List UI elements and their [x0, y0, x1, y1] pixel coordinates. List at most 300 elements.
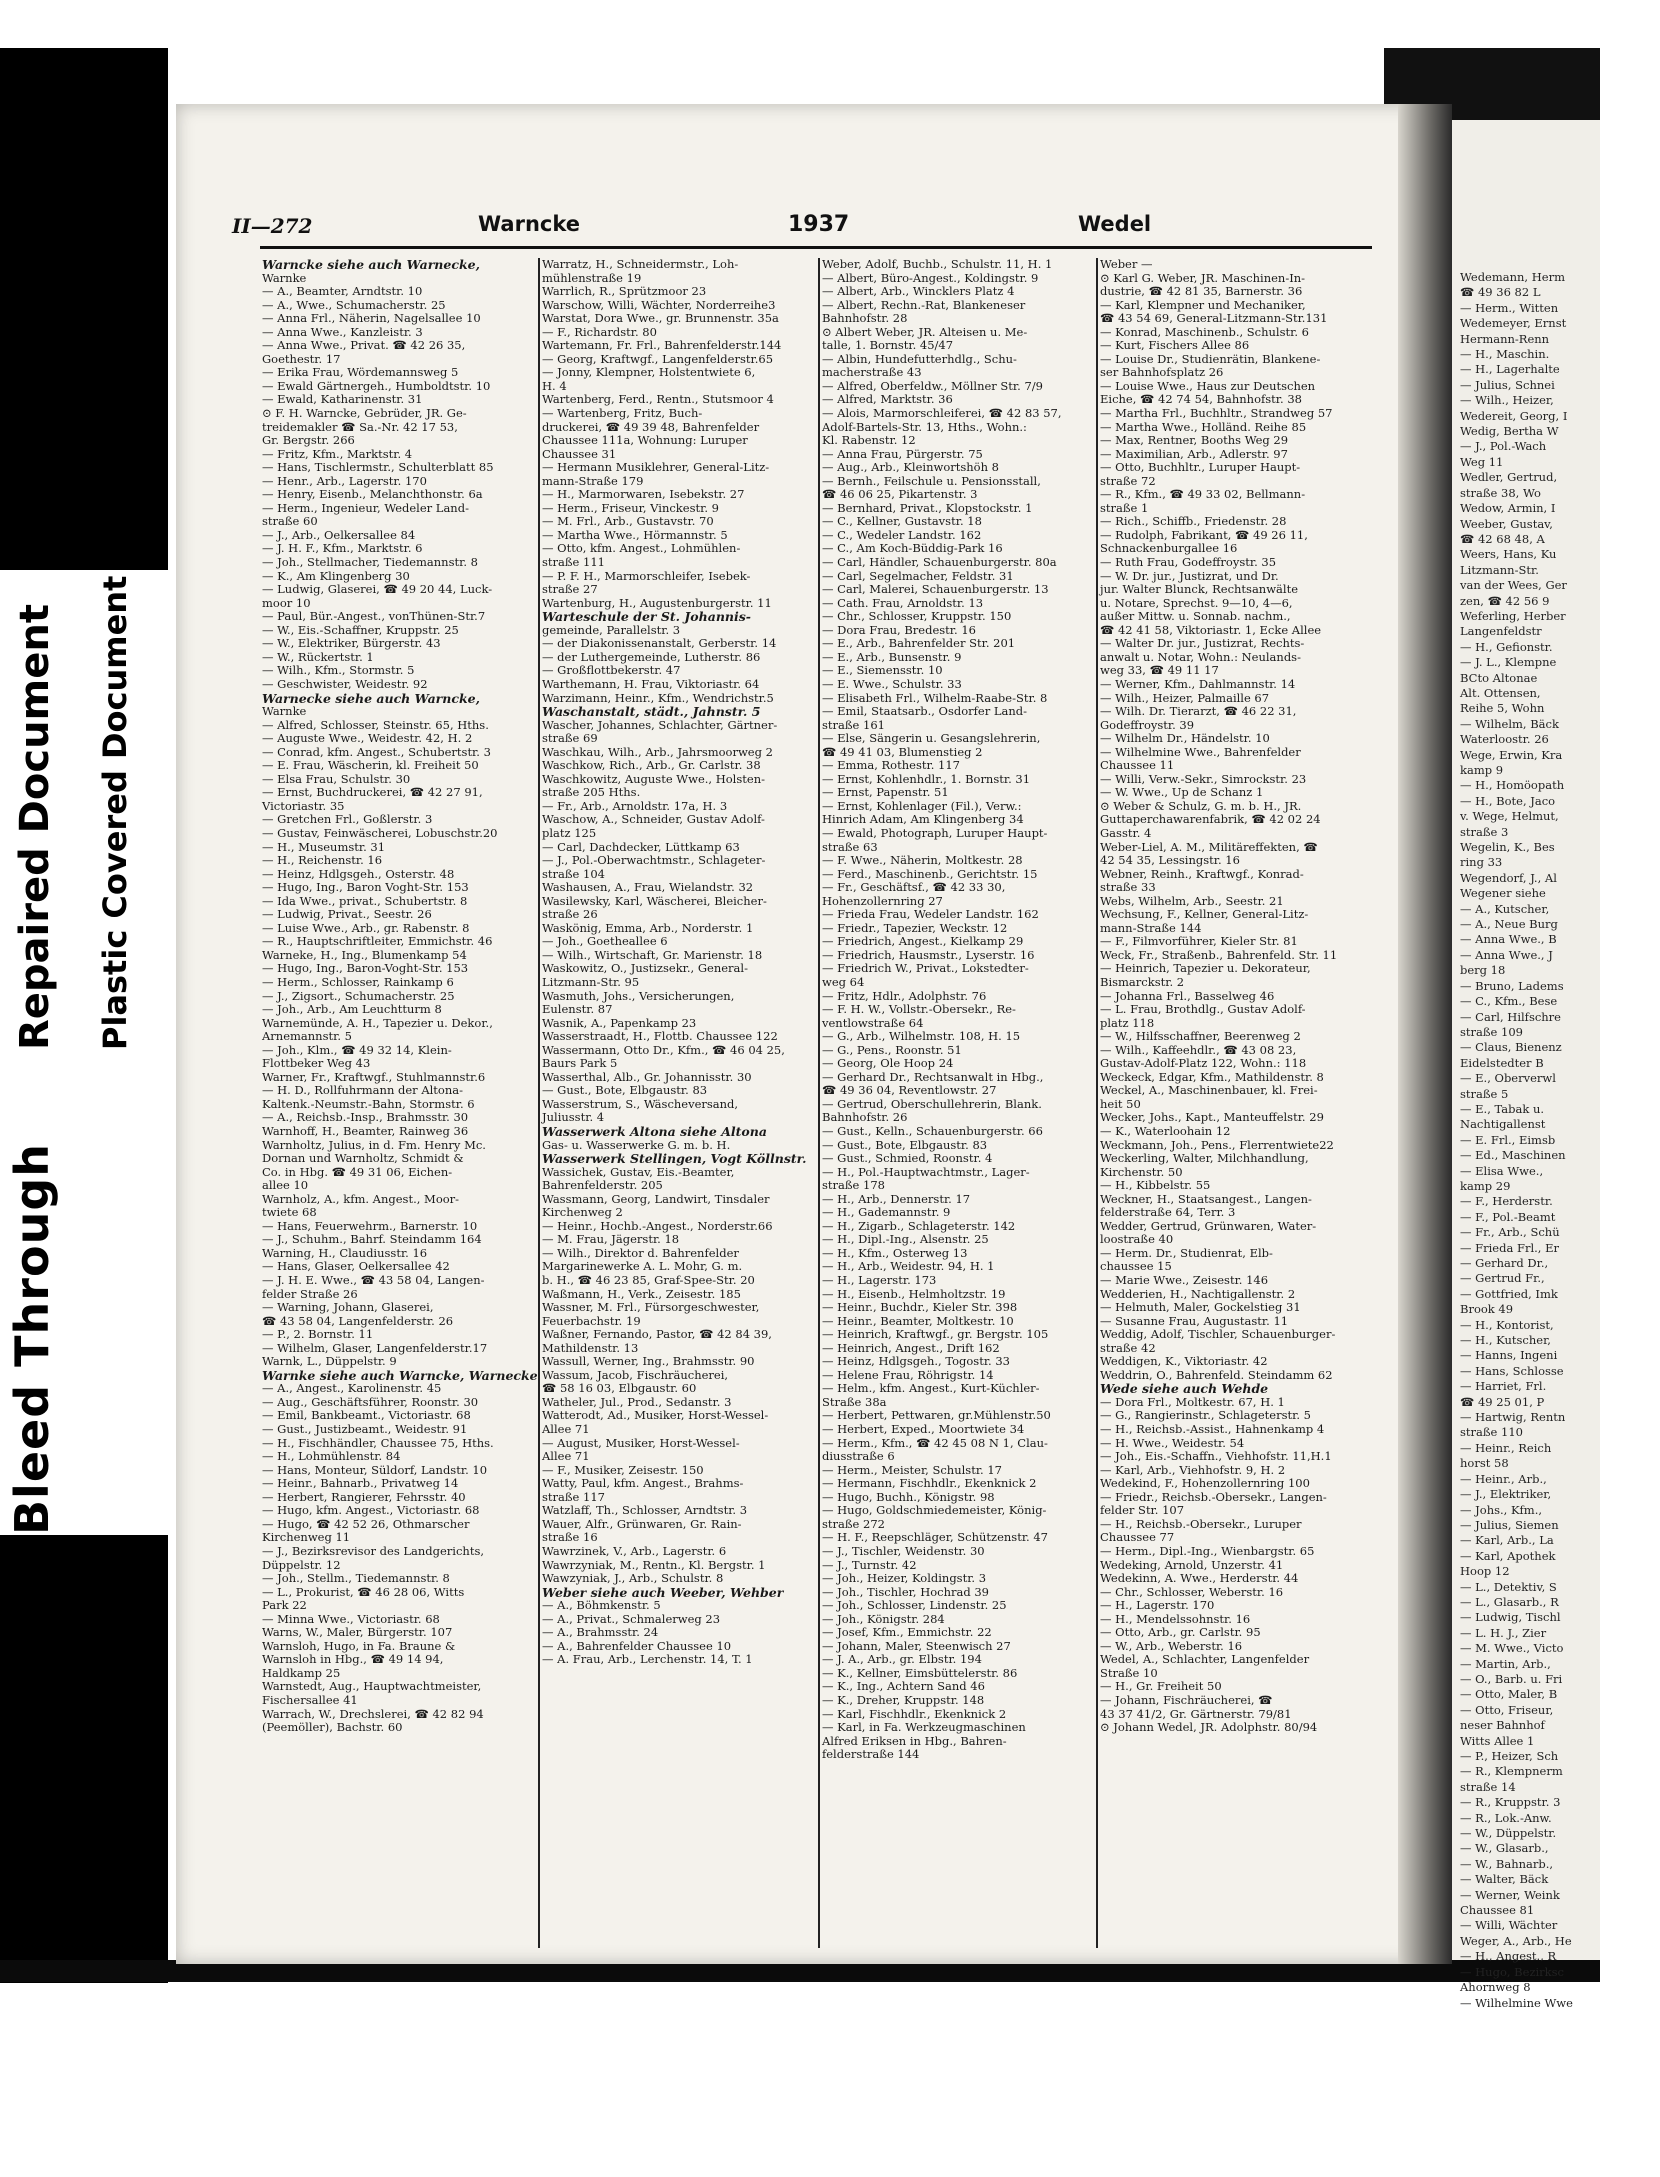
- directory-entry: 42 54 35, Lessingstr. 16: [1100, 853, 1240, 868]
- directory-entry: — J., Bezirksrevisor des Landgerichts,: [262, 1543, 485, 1558]
- directory-entry: — K., Waterloohain 12: [1100, 1124, 1231, 1138]
- directory-entry: — Gerhard Dr., Rechtsanwalt in Hbg.,: [822, 1069, 1044, 1084]
- directory-entry: — Hermann Musiklehrer, General-Litz-: [542, 460, 770, 475]
- directory-entry: — Albert, Arb., Wincklers Platz 4: [822, 284, 1015, 299]
- facing-page-entry: — Martin, Arb.,: [1460, 1656, 1551, 1671]
- directory-entry: — P., 2. Bornstr. 11: [262, 1327, 374, 1342]
- directory-entry: — Ernst, Papenstr. 51: [822, 785, 949, 800]
- directory-entry: — L. Frau, Brothdlg., Gustav Adolf-: [1100, 1002, 1306, 1017]
- directory-entry: Warncke siehe auch Warnecke,: [262, 257, 480, 272]
- directory-entry: — Anna Wwe., Privat. ☎ 42 26 35,: [262, 338, 466, 353]
- directory-entry: — Herbert, Pettwaren, gr.Mühlenstr.50: [822, 1408, 1051, 1423]
- directory-entry: Warnsloh in Hbg., ☎ 49 14 94,: [262, 1652, 444, 1667]
- directory-entry: — Johanna Frl., Basselweg 46: [1100, 988, 1275, 1003]
- directory-entry: Waschkowitz, Auguste Wwe., Holsten-: [542, 771, 765, 786]
- directory-entry: — Joh., Schlosser, Lindenstr. 25: [822, 1598, 1007, 1613]
- directory-entry: Bahrenfelderstr. 205: [542, 1178, 663, 1193]
- directory-entry: Wawrzinek, V., Arb., Lagerstr. 6: [542, 1543, 727, 1558]
- directory-entry: — Alfred, Schlosser, Steinstr. 65, Hths.: [262, 717, 489, 732]
- directory-entry: — Kurt, Fischers Allee 86: [1100, 338, 1250, 353]
- directory-entry: Mathildenstr. 13: [542, 1340, 639, 1355]
- directory-entry: — W. Dr. jur., Justizrat, und Dr.: [1100, 568, 1279, 583]
- facing-page-entry: — Julius, Siemen: [1460, 1517, 1559, 1532]
- directory-entry: — A., Böhmkenstr. 5: [542, 1598, 661, 1613]
- directory-entry: Warns, W., Maler, Bürgerstr. 107: [262, 1625, 453, 1640]
- column-divider: [818, 258, 820, 1948]
- directory-entry: Guttaperchawarenfabrik, ☎ 42 02 24: [1100, 812, 1321, 827]
- directory-entry: — W., Rückertstr. 1: [262, 649, 374, 664]
- directory-entry: — H., Fischhändler, Chaussee 75, Hths.: [262, 1435, 494, 1450]
- directory-entry: — H., Reichsb.-Assist., Hahnenkamp 4: [1100, 1422, 1325, 1437]
- directory-column-3: [822, 258, 1092, 1948]
- directory-entry: — J. H. E. Wwe., ☎ 43 58 04, Langen-: [262, 1273, 485, 1288]
- facing-page-entry: — Heinr., Reich: [1460, 1440, 1552, 1455]
- directory-entry: — Herbert, Rangierer, Fehrsstr. 40: [262, 1489, 466, 1504]
- directory-entry: Weckmann, Joh., Pens., Flerrentwiete22: [1100, 1137, 1334, 1152]
- directory-entry: — Hugo, Goldschmiedemeister, König-: [822, 1503, 1047, 1518]
- directory-entry: Wedekinn, A. Wwe., Herderstr. 44: [1100, 1571, 1299, 1586]
- directory-entry: straße 16: [542, 1530, 598, 1545]
- facing-page-entry: — Anna Wwe., B: [1460, 932, 1557, 947]
- directory-entry: — J., Tischler, Weidenstr. 30: [822, 1543, 985, 1558]
- directory-entry: Watty, Paul, kfm. Angest., Brahms-: [542, 1476, 744, 1491]
- directory-entry: — Max, Rentner, Booths Weg 29: [1100, 433, 1289, 448]
- facing-page-entry: ring 33: [1460, 855, 1503, 870]
- directory-entry: straße 69: [542, 731, 598, 746]
- directory-entry: — Conrad, kfm. Angest., Schubertstr. 3: [262, 744, 491, 759]
- directory-entry: gemeinde, Parallelstr. 3: [542, 622, 681, 637]
- facing-page-entry: — Wilh., Heizer,: [1460, 393, 1554, 408]
- facing-page-entry: — A., Kutscher,: [1460, 901, 1550, 916]
- directory-entry: — H., Reichsb.-Obersekr., Luruper: [1100, 1516, 1302, 1531]
- directory-entry: — Gretchen Frl., Goßlerstr. 3: [262, 812, 433, 827]
- directory-entry: Litzmann-Str. 95: [542, 974, 640, 989]
- facing-page-entry: ☎ 42 68 48, A: [1460, 531, 1545, 546]
- directory-entry: — Carl, Händler, Schauenburgerstr. 80a: [822, 555, 1057, 570]
- directory-entry: weg 64: [822, 974, 865, 989]
- directory-entry: — H., Pol.-Hauptwachtmstr., Lager-: [822, 1164, 1030, 1179]
- directory-entry: — Louise Wwe., Haus zur Deutschen: [1100, 378, 1316, 393]
- directory-entry: — Fritz, Hdlr., Adolphstr. 76: [822, 988, 987, 1003]
- directory-entry: — Fritz, Kfm., Marktstr. 4: [262, 446, 413, 461]
- facing-page-entry: Weferling, Herber: [1460, 608, 1566, 623]
- facing-page-entry: Wegelin, K., Bes: [1460, 840, 1555, 855]
- directory-entry: — Gertrud, Oberschullehrerin, Blank.: [822, 1096, 1042, 1111]
- facing-page-entry: — F., Herderstr.: [1460, 1194, 1553, 1209]
- directory-entry: — Elisabeth Frl., Wilhelm-Raabe-Str. 8: [822, 690, 1048, 705]
- facing-page-entry: — R., Lok.-Anw.: [1460, 1810, 1552, 1825]
- facing-page-entry: — Gottfried, Imk: [1460, 1286, 1558, 1301]
- directory-entry: — Wilh. Dr. Tierarzt, ☎ 46 22 31,: [1100, 704, 1297, 719]
- directory-entry: Chaussee 31: [542, 446, 617, 461]
- facing-page-entry: Litzmann-Str.: [1460, 562, 1539, 577]
- directory-entry: Waschkau, Wilh., Arb., Jahrsmoorweg 2: [542, 744, 773, 759]
- directory-entry: Wasnik, A., Papenkamp 23: [542, 1015, 697, 1030]
- directory-entry: Warzimann, Heinr., Kfm., Wendrichstr.5: [542, 690, 774, 705]
- directory-entry: — Wilh., Direktor d. Bahrenfelder: [542, 1245, 739, 1260]
- directory-entry: — Rudolph, Fabrikant, ☎ 49 26 11,: [1100, 527, 1308, 542]
- facing-page-entry: — H., Maschin.: [1460, 347, 1550, 362]
- directory-entry: Allee 71: [542, 1449, 590, 1464]
- directory-entry: — H., Kfm., Osterweg 13: [822, 1245, 968, 1260]
- facing-page-entry: Eidelstedter B: [1460, 1055, 1544, 1070]
- facing-page-entry: — F., Pol.-Beamt: [1460, 1209, 1556, 1224]
- directory-entry: — Ferd., Maschinenb., Gerichtstr. 15: [822, 866, 1038, 881]
- facing-page-entry: — L., Detektiv, S: [1460, 1579, 1557, 1594]
- facing-page-entry: Wedereit, Georg, I: [1460, 408, 1568, 423]
- directory-entry: Warnke siehe auch Warncke, Warnecke: [262, 1367, 538, 1383]
- directory-entry: Godeffroystr. 39: [1100, 717, 1195, 732]
- directory-entry: — Hugo, Buchh., Königstr. 98: [822, 1489, 995, 1504]
- header-year: 1937: [788, 212, 850, 237]
- directory-entry: — Rich., Schiffb., Friedenstr. 28: [1100, 514, 1287, 529]
- page-number: II—272: [232, 214, 313, 238]
- directory-entry: Schnackenburgallee 16: [1100, 541, 1238, 556]
- directory-entry: — A., Wwe., Schumacherstr. 25: [262, 297, 446, 312]
- facing-page-entry: Ahornweg 8: [1460, 1980, 1531, 1995]
- header-last-entry: Wedel: [1078, 212, 1152, 236]
- directory-entry: Margarinewerke A. L. Mohr, G. m.: [542, 1259, 743, 1274]
- directory-entry: Warstat, Dora Wwe., gr. Brunnenstr. 35a: [542, 311, 779, 326]
- directory-entry: — Cath. Frau, Arnoldstr. 13: [822, 595, 984, 610]
- directory-entry: Warschow, Willi, Wächter, Norderreihe3: [542, 297, 776, 312]
- directory-entry: — W., Arb., Weberstr. 16: [1100, 1638, 1243, 1653]
- directory-entry: Wedeking, Arnold, Unzerstr. 41: [1100, 1557, 1284, 1572]
- facing-page-entry: — Hartwig, Rentn: [1460, 1410, 1566, 1425]
- directory-entry: — L., Prokurist, ☎ 46 28 06, Witts: [262, 1584, 465, 1599]
- facing-page-entry: — Willi, Wächter: [1460, 1918, 1558, 1933]
- facing-page-entry: — A., Neue Burg: [1460, 917, 1558, 932]
- bleed-through-label: Bleed Through: [5, 1142, 59, 1535]
- directory-entry: — H., Gademannstr. 9: [822, 1205, 951, 1220]
- directory-entry: Goethestr. 17: [262, 351, 341, 366]
- directory-entry: — Carl, Dachdecker, Lüttkamp 63: [542, 839, 740, 854]
- directory-entry: — Herm., Ingenieur, Wedeler Land-: [262, 500, 469, 515]
- directory-entry: Fischersallee 41: [262, 1692, 358, 1707]
- facing-page-entry: — H., Gefionstr.: [1460, 639, 1553, 654]
- directory-entry: — Elsa Frau, Schulstr. 30: [262, 771, 411, 786]
- directory-entry: — Minna Wwe., Victoriastr. 68: [262, 1611, 440, 1626]
- facing-page-entry: — Harriet, Frl.: [1460, 1379, 1547, 1394]
- directory-entry: — Friedrich, Angest., Kielkamp 29: [822, 934, 1024, 949]
- directory-entry: Wartenberg, Ferd., Rentn., Stutsmoor 4: [542, 392, 774, 407]
- facing-page-entry: — L. H. J., Zier: [1460, 1625, 1547, 1640]
- directory-entry: Wassichek, Gustav, Eis.-Beamter,: [542, 1164, 735, 1179]
- directory-entry: Weddrin, O., Bahrenfeld. Steindamm 62: [1100, 1367, 1333, 1382]
- directory-entry: — Joh., Eis.-Schaffn., Viehhofstr. 11,H.1: [1100, 1449, 1332, 1464]
- directory-entry: — Joh., Stellm., Tiedemannstr. 8: [262, 1571, 450, 1586]
- directory-entry: — Martha Wwe., Holländ. Reihe 85: [1100, 419, 1307, 434]
- facing-page-entry: — H., Angest., R: [1460, 1949, 1557, 1964]
- facing-page-entry: — Hans, Schlosse: [1460, 1363, 1564, 1378]
- directory-entry: — Heinz, Hdlgsgeh., Osterstr. 48: [262, 866, 455, 881]
- directory-entry: — Joh., Stellmacher, Tiedemannstr. 8: [262, 555, 478, 570]
- directory-entry: Bahnhofstr. 28: [822, 311, 908, 326]
- directory-entry: — Anna Frl., Näherin, Nagelsallee 10: [262, 311, 481, 326]
- directory-entry: — J., Schuhm., Bahrf. Steindamm 164: [262, 1232, 482, 1247]
- directory-entry: Warnsloh, Hugo, in Fa. Braune &: [262, 1638, 456, 1653]
- directory-entry: Chaussee 77: [1100, 1530, 1175, 1545]
- directory-entry: Flottbeker Weg 43: [262, 1056, 371, 1071]
- directory-entry: — Louise Dr., Studienrätin, Blankene-: [1100, 351, 1321, 366]
- directory-entry: — Geschwister, Weidestr. 92: [262, 676, 428, 691]
- facing-page-entry: — Wilhelmine Wwe: [1460, 1995, 1573, 2010]
- facing-page-entry: — W., Düppelstr.: [1460, 1826, 1557, 1841]
- directory-entry: b. H., ☎ 46 23 85, Graf-Spee-Str. 20: [542, 1273, 755, 1288]
- directory-entry: — C., Wedeler Landstr. 162: [822, 527, 982, 542]
- directory-entry: druckerei, ☎ 49 39 48, Bahrenfelder: [542, 419, 760, 434]
- directory-entry: felderstraße 64, Terr. 3: [1100, 1205, 1236, 1220]
- directory-entry: ventlowstraße 64: [822, 1015, 924, 1030]
- facing-page-entry: — Anna Wwe., J: [1460, 947, 1553, 962]
- directory-entry: — Alois, Marmorschleiferei, ☎ 42 83 57,: [822, 406, 1062, 421]
- directory-entry: — Ludwig, Glaserei, ☎ 49 20 44, Luck-: [262, 582, 493, 597]
- facing-page-entry: — Wilhelm, Bäck: [1460, 716, 1559, 731]
- directory-entry: — der Luthergemeinde, Lutherstr. 86: [542, 649, 761, 664]
- directory-entry: — G., Arb., Wilhelmstr. 108, H. 15: [822, 1029, 1021, 1044]
- directory-entry: — H. F., Reepschläger, Schützenstr. 47: [822, 1530, 1049, 1545]
- directory-entry: platz 118: [1100, 1015, 1155, 1030]
- facing-page-entry: kamp 29: [1460, 1178, 1511, 1193]
- directory-entry: ☎ 46 06 25, Pikartenstr. 3: [822, 487, 978, 502]
- facing-page-entry: — H., Kutscher,: [1460, 1333, 1551, 1348]
- directory-entry: — Heinrich, Angest., Drift 162: [822, 1340, 1000, 1355]
- directory-entry: — R., Kfm., ☎ 49 33 02, Bellmann-: [1100, 487, 1306, 502]
- directory-entry: Wasserstrum, S., Wäscheversand,: [542, 1096, 739, 1111]
- directory-entry: ser Bahnhofsplatz 26: [1100, 365, 1224, 380]
- directory-entry: Wasserwerk Stellingen, Vogt Köllnstr.: [542, 1151, 807, 1167]
- directory-entry: — Warning, Johann, Glaserei,: [262, 1300, 434, 1315]
- directory-entry: straße 117: [542, 1489, 605, 1504]
- directory-entry: — Henr., Arb., Lagerstr. 170: [262, 473, 427, 488]
- directory-entry: — Friedrich W., Privat., Lokstedter-: [822, 961, 1029, 976]
- facing-page-entry: — Herm., Witten: [1460, 300, 1559, 315]
- facing-page-entry: Langenfeldstr: [1460, 624, 1542, 639]
- directory-entry: — H., Mendelssohnstr. 16: [1100, 1611, 1251, 1626]
- directory-entry: — Heinz, Hdlgsgeh., Togostr. 33: [822, 1354, 1011, 1369]
- facing-page-entry: — Walter, Bäck: [1460, 1872, 1549, 1887]
- directory-entry: — Hugo, Ing., Baron-Voght-Str. 153: [262, 961, 469, 976]
- directory-entry: ⊙ Albert Weber, JR. Alteisen u. Me-: [822, 324, 1028, 339]
- directory-entry: außer Mittw. u. Sonnab. nachm.,: [1100, 609, 1291, 624]
- directory-entry: moor 10: [262, 595, 311, 610]
- directory-entry: Dornan und Warnholtz, Schmidt &: [262, 1151, 464, 1166]
- page-header: [232, 212, 1382, 246]
- directory-entry: Wauer, Alfr., Grünwaren, Gr. Rain-: [542, 1516, 742, 1531]
- directory-entry: — E., Arb., Bunsenstr. 9: [822, 649, 962, 664]
- directory-entry: ☎ 43 54 69, General-Litzmann-Str.131: [1100, 311, 1328, 326]
- directory-entry: weg 33, ☎ 49 11 17: [1100, 663, 1219, 678]
- directory-entry: Weck, Fr., Straßenb., Bahrenfeld. Str. 11: [1100, 947, 1338, 962]
- directory-entry: Warnecke siehe auch Warncke,: [262, 690, 480, 706]
- facing-page-entry: straße 5: [1460, 1086, 1509, 1101]
- directory-entry: — C., Kellner, Gustavstr. 18: [822, 514, 982, 529]
- directory-entry: ☎ 49 36 04, Reventlowstr. 27: [822, 1083, 997, 1098]
- directory-entry: straße 161: [822, 717, 885, 732]
- directory-entry: Hinrich Adam, Am Klingenberg 34: [822, 812, 1024, 827]
- directory-entry: — Ernst, Kohlenlager (Fil.), Verw.:: [822, 798, 1022, 813]
- directory-entry: straße 111: [542, 555, 605, 570]
- directory-entry: Warner, Fr., Kraftwgf., Stuhlmannstr.6: [262, 1069, 486, 1084]
- facing-page-entry: — L., Glasarb., R: [1460, 1594, 1559, 1609]
- directory-entry: — H., Eisenb., Helmholtzstr. 19: [822, 1286, 1006, 1301]
- directory-entry: — Gust., Kelln., Schauenburgerstr. 66: [822, 1124, 1043, 1138]
- directory-entry: 43 37 41/2, Gr. Gärtnerstr. 79/81: [1100, 1706, 1292, 1721]
- facing-page-entry: — H., Bote, Jaco: [1460, 793, 1556, 808]
- directory-entry: — Ida Wwe., privat., Schubertstr. 8: [262, 893, 468, 908]
- directory-entry: Kl. Rabenstr. 12: [822, 433, 916, 448]
- directory-entry: ☎ 49 41 03, Blumenstieg 2: [822, 744, 983, 759]
- directory-entry: — Ludwig, Privat., Seestr. 26: [262, 907, 432, 922]
- facing-page-entry: — P., Heizer, Sch: [1460, 1749, 1559, 1763]
- facing-page-entry: ☎ 49 25 01, P: [1460, 1394, 1545, 1409]
- directory-entry: — Aug., Arb., Kleinwortshöh 8: [822, 460, 999, 475]
- facing-page-entry: Wegendorf, J., Al: [1460, 870, 1557, 885]
- facing-page-entry: — Ludwig, Tischl: [1460, 1610, 1561, 1625]
- column-divider: [538, 258, 540, 1948]
- directory-entry: — Alfred, Marktstr. 36: [822, 392, 953, 407]
- directory-entry: Weckerling, Walter, Milchhandlung,: [1100, 1151, 1309, 1166]
- directory-entry: Waschow, A., Schneider, Gustav Adolf-: [542, 812, 765, 827]
- directory-entry: — H., Kibbelstr. 55: [1100, 1178, 1211, 1193]
- facing-page-entry: Witts Allee 1: [1460, 1733, 1535, 1748]
- directory-entry: — Martha Frl., Buchhltr., Strandweg 57: [1100, 406, 1333, 421]
- directory-entry: — Auguste Wwe., Weidestr. 42, H. 2: [262, 731, 473, 746]
- facing-page-entry: — J. L., Klempne: [1460, 655, 1557, 670]
- facing-page-entry: straße 3: [1460, 824, 1509, 839]
- facing-page-entry: Weeber, Gustav,: [1460, 516, 1553, 531]
- directory-entry: — Dora Frau, Bredestr. 16: [822, 622, 976, 637]
- directory-entry: — Jonny, Klempner, Holstentwiete 6,: [542, 365, 756, 380]
- directory-entry: Webner, Reinh., Kraftwgf., Konrad-: [1100, 866, 1304, 881]
- facing-page-entry: kamp 9: [1460, 763, 1504, 777]
- directory-entry: — K., Ing., Achtern Sand 46: [822, 1679, 985, 1694]
- directory-entry: Warnke: [262, 270, 307, 285]
- directory-entry: — F., Musiker, Zeisestr. 150: [542, 1462, 704, 1477]
- directory-entry: Wartemann, Fr. Frl., Bahrenfelderstr.144: [542, 338, 782, 353]
- directory-entry: — Anna Frau, Pürgerstr. 75: [822, 446, 983, 461]
- directory-entry: — Albert, Rechn.-Rat, Blankeneser: [822, 297, 1026, 312]
- directory-entry: — Susanne Frau, Augustastr. 11: [1100, 1313, 1289, 1328]
- directory-entry: — J. A., Arb., gr. Elbstr. 194: [822, 1652, 982, 1667]
- facing-page-entry: — Karl, Apothek: [1460, 1548, 1556, 1563]
- directory-entry: Bismarckstr. 2: [1100, 974, 1185, 989]
- directory-entry: — Hans, Feuerwehrm., Barnerstr. 10: [262, 1218, 478, 1233]
- directory-entry: — W., Eis.-Schaffner, Kruppstr. 25: [262, 622, 459, 637]
- directory-entry: — H., Lohmühlenstr. 84: [262, 1449, 401, 1464]
- directory-entry: Wasserwerk Altona siehe Altona: [542, 1124, 767, 1139]
- facing-page-entry: — H., Kontorist,: [1460, 1317, 1554, 1332]
- directory-entry: — Marie Wwe., Zeisestr. 146: [1100, 1273, 1269, 1288]
- directory-entry: Düppelstr. 12: [262, 1557, 341, 1572]
- directory-entry: Warnke: [262, 704, 307, 719]
- header-first-entry: Warncke: [478, 212, 580, 236]
- directory-entry: — P. F. H., Marmorschleifer, Isebek-: [542, 568, 751, 583]
- directory-entry: Weber, Adolf, Buchb., Schulstr. 11, H. 1: [822, 257, 1053, 271]
- directory-entry: diusstraße 6: [822, 1449, 895, 1464]
- directory-entry: — Karl, Arb., Viehhofstr. 9, H. 2: [1100, 1462, 1286, 1477]
- directory-entry: — Fr., Arb., Arnoldstr. 17a, H. 3: [542, 798, 728, 813]
- directory-entry: Waßner, Fernando, Pastor, ☎ 42 84 39,: [542, 1327, 772, 1342]
- facing-page-entry: zen, ☎ 42 56 9: [1460, 593, 1550, 608]
- directory-entry: ☎ 43 58 04, Langenfelderstr. 26: [262, 1313, 454, 1328]
- directory-entry: — J. H. F., Kfm., Marktstr. 6: [262, 541, 423, 556]
- directory-entry: Arnemannstr. 5: [262, 1029, 352, 1044]
- directory-entry: — Chr., Schlosser, Kruppstr. 150: [822, 609, 1012, 624]
- directory-entry: — Emil, Staatsarb., Osdorfer Land-: [822, 704, 1028, 719]
- directory-entry: straße 42: [1100, 1340, 1156, 1355]
- facing-page-entry: straße 14: [1460, 1779, 1516, 1794]
- facing-page-entry: — Julius, Schnei: [1460, 377, 1555, 392]
- directory-entry: Watterodt, Ad., Musiker, Horst-Wessel-: [542, 1408, 769, 1423]
- directory-entry: — Hermann, Fischhdlr., Ekenknick 2: [822, 1476, 1037, 1491]
- directory-entry: — Emma, Rothestr. 117: [822, 758, 960, 773]
- directory-entry: — W., Hilfsschaffner, Beerenweg 2: [1100, 1029, 1301, 1044]
- column-divider: [1096, 258, 1098, 1948]
- directory-entry: — Joh., Arb., Am Leuchtturm 8: [262, 1002, 442, 1017]
- directory-column-1: [262, 257, 538, 1948]
- facing-page-entry: — Ed., Maschinen: [1460, 1148, 1566, 1163]
- directory-entry: — Gust., Schmied, Roonstr. 4: [822, 1151, 993, 1166]
- directory-entry: (Peemöller), Bachstr. 60: [262, 1720, 403, 1735]
- directory-entry: mühlenstraße 19: [542, 270, 642, 285]
- facing-page-entry: Wege, Erwin, Kra: [1460, 747, 1563, 762]
- directory-entry: Waschkow, Rich., Arb., Gr. Carlstr. 38: [542, 758, 761, 773]
- facing-page-entry: — Fr., Arb., Schü: [1460, 1225, 1560, 1240]
- directory-entry: treidemakler ☎ Sa.-Nr. 42 17 53,: [262, 419, 458, 434]
- directory-entry: — Heinrich, Tapezier u. Dekorateur,: [1100, 961, 1311, 976]
- directory-entry: — Otto, kfm. Angest., Lohmühlen-: [542, 541, 741, 556]
- directory-entry: Gustav-Adolf-Platz 122, Wohn.: 118: [1100, 1056, 1307, 1071]
- facing-page-entry: — O., Barb. u. Fri: [1460, 1671, 1563, 1686]
- directory-entry: Wasmuth, Johs., Versicherungen,: [542, 988, 735, 1003]
- directory-entry: — Aug., Geschäftsführer, Roonstr. 30: [262, 1394, 479, 1409]
- directory-entry: — Friedr., Reichsb.-Obersekr., Langen-: [1100, 1489, 1327, 1504]
- directory-entry: — Erika Frau, Wördemannsweg 5: [262, 365, 459, 380]
- directory-entry: straße 27: [542, 582, 598, 597]
- facing-page-entry: — Werner, Weink: [1460, 1887, 1560, 1902]
- directory-entry: Alfred Eriksen in Hbg., Bahren-: [822, 1733, 1007, 1748]
- directory-entry: — A., Beamter, Arndtstr. 10: [262, 284, 423, 299]
- directory-entry: — Henry, Eisenb., Melanchthonstr. 6a: [262, 487, 483, 502]
- directory-entry: — Joh., Heizer, Koldingstr. 3: [822, 1571, 987, 1586]
- facing-page-entry: — Claus, Bienenz: [1460, 1040, 1562, 1055]
- directory-entry: Wedderien, H., Nachtigallenstr. 2: [1100, 1286, 1296, 1301]
- directory-entry: mann-Straße 179: [542, 473, 644, 488]
- directory-entry: — Herm., Kfm., ☎ 42 45 08 N 1, Clau-: [822, 1435, 1048, 1450]
- directory-entry: Straße 10: [1100, 1665, 1158, 1680]
- directory-entry: — Hans, Tischlermstr., Schulterblatt 85: [262, 460, 494, 475]
- directory-entry: — J., Arb., Oelkersallee 84: [262, 527, 416, 542]
- directory-entry: — M. Frl., Arb., Gustavstr. 70: [542, 514, 714, 529]
- directory-entry: — Albert, Büro-Angest., Koldingstr. 9: [822, 270, 1039, 285]
- directory-entry: Wasilewsky, Karl, Wäscherei, Bleicher-: [542, 893, 767, 908]
- directory-entry: — Wilh., Kaffeehdlr., ☎ 43 08 23,: [1100, 1042, 1297, 1057]
- directory-entry: — Chr., Schlosser, Weberstr. 16: [1100, 1584, 1284, 1599]
- facing-page-entry: Waterloostr. 26: [1460, 732, 1549, 747]
- directory-entry: Weber-Liel, A. M., Militäreffekten, ☎: [1100, 839, 1318, 854]
- facing-page-entry: — J., Elektriker,: [1460, 1487, 1552, 1502]
- directory-entry: — Josef, Kfm., Emmichstr. 22: [822, 1625, 992, 1640]
- directory-entry: — H. Wwe., Weidestr. 54: [1100, 1435, 1245, 1450]
- directory-entry: — Gust., Justizbeamt., Weidestr. 91: [262, 1422, 468, 1437]
- directory-entry: Eulenstr. 87: [542, 1002, 613, 1017]
- plastic-covered-label: Plastic Covered Document: [96, 575, 134, 1050]
- directory-entry: — August, Musiker, Horst-Wessel-: [542, 1435, 740, 1450]
- directory-entry: — A., Brahmsstr. 24: [542, 1625, 659, 1640]
- facing-page-entry: — W., Bahnarb.,: [1460, 1856, 1554, 1871]
- directory-entry: Washausen, A., Frau, Wielandstr. 32: [542, 880, 754, 895]
